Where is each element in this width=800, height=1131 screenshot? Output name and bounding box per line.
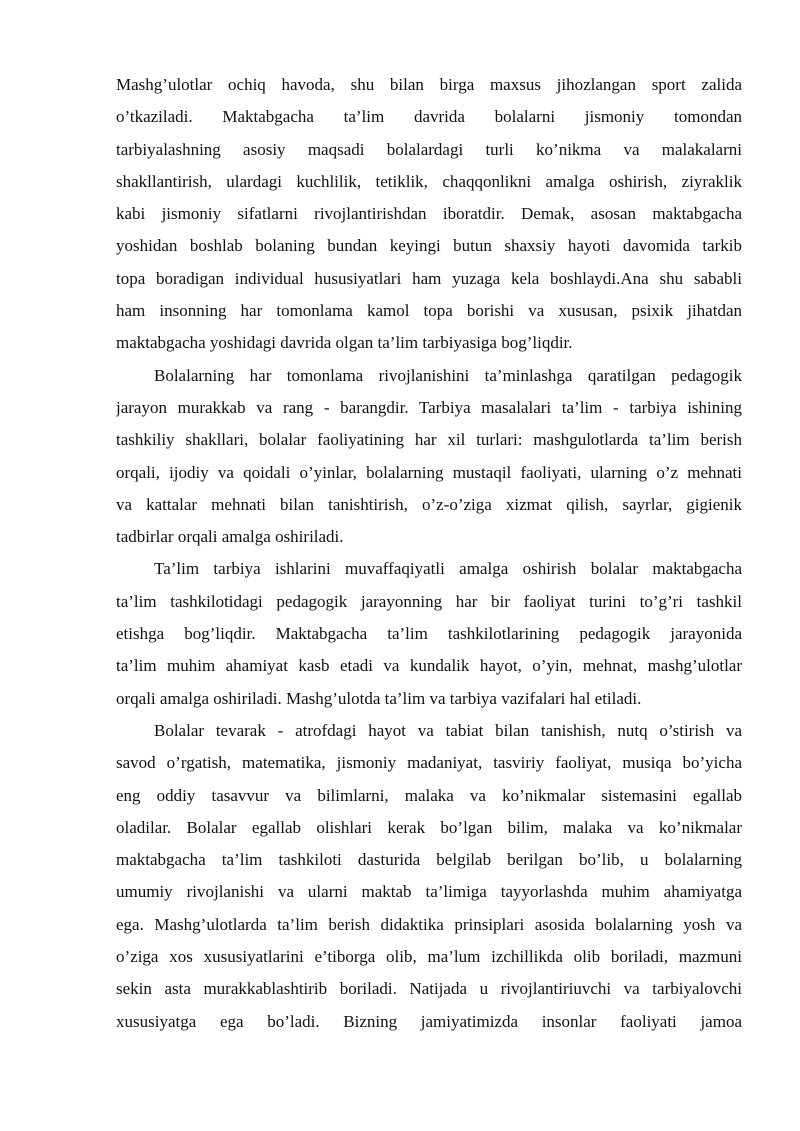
text-line: Bolalar tevarak - atrofdagi hayot va tabiat bilan tanishish, nutq o’stirish va [154,720,742,740]
text-line: savod o’rgatish, matematika, jismoniy madaniyat, tasviriy faoliyat, musiqa bo’yicha [116,753,742,773]
text-line: orqali amalga oshiriladi. Mashg’ulotda ta’lim va tarbiya vazifalari hal etiladi. [116,688,642,708]
text-line: tadbirlar orqali amalga oshiriladi. [116,527,344,547]
text-line: Bolalarning har tomonlama rivojlanishini ta’minlashga qaratilgan pedagogik [154,365,742,385]
text-line: topa boradigan individual hususiyatlari ham yuzaga kela boshlaydi.Ana shu sababli [116,268,742,288]
text-line: ta’lim tashkilotidagi pedagogik jarayonning har bir faoliyat turini to’g’ri tashkil [116,591,742,611]
text-line: yoshidan boshlab bolaning bundan keyingi butun shaxsiy hayoti davomida tarkib [116,236,742,256]
text-line: kabi jismoniy sifatlarni rivojlantirishdan iboratdir. Demak, asosan maktabgacha [116,204,742,224]
text-line: o’tkaziladi. Maktabgacha ta’lim davrida bolalarni jismoniy tomondan [116,107,742,127]
text-line: ega. Mashg’ulotlarda ta’lim berish didaktika prinsiplari asosida bolalarning yosh va [116,914,742,934]
document-page [116,69,742,1038]
text-line: tarbiyalashning asosiy maqsadi bolalardagi turli ko’nikma va malakalarni [116,139,742,159]
text-line: umumiy rivojlanishi va ularni maktab ta’limiga tayyorlashda muhim ahamiyatga [116,882,742,902]
text-line: va kattalar mehnati bilan tanishtirish, o’z-o’ziga xizmat qilish, sayrlar, gigienik [116,494,742,514]
text-line: maktabgacha ta’lim tashkiloti dasturida belgilab berilgan bo’lib, u bolalarning [116,850,742,870]
paragraph-3 [116,553,742,714]
paragraph-1 [116,69,742,360]
text-line: Ta’lim tarbiya ishlarini muvaffaqiyatli amalga oshirish bolalar maktabgacha [154,559,742,579]
text-line: orqali, ijodiy va qoidali o’yinlar, bolalarning mustaqil faoliyati, ularning o’z mehnati [116,462,742,482]
text-line: o’ziga xos xususiyatlarini e’tiborga olib, ma’lum izchillikda olib boriladi, mazmuni [116,947,742,967]
text-line: Mashg’ulotlar ochiq havoda, shu bilan birga maxsus jihozlangan sport zalida [116,75,742,94]
paragraph-2 [116,360,742,554]
text-line: jarayon murakkab va rang - barangdir. Tarbiya masalalari ta’lim - tarbiya ishining [116,397,742,417]
text-line: ham insonning har tomonlama kamol topa borishi va xususan, psixik jihatdan [116,301,742,321]
text-line: tashkiliy shakllari, bolalar faoliyatining har xil turlari: mashgulotlarda ta’lim berish [116,430,742,450]
text-line: etishga bog’liqdir. Maktabgacha ta’lim tashkilotlarining pedagogik jarayonida [116,624,742,644]
text-line: oladilar. Bolalar egallab olishlari kerak bo’lgan bilim, malaka va ko’nikmalar [116,817,742,837]
paragraph-4 [116,715,742,1038]
text-line: eng oddiy tasavvur va bilimlarni, malaka va ko’nikmalar sistemasini egallab [116,785,742,805]
text-line: sekin asta murakkablashtirib boriladi. Natijada u rivojlantiriuvchi va tarbiyalovchi [116,979,742,999]
text-line: ta’lim muhim ahamiyat kasb etadi va kundalik hayot, o’yin, mehnat, mashg’ulotlar [116,656,742,676]
text-line: maktabgacha yoshidagi davrida olgan ta’lim tarbiyasiga bog’liqdir. [116,333,573,353]
text-line: shakllantirish, ulardagi kuchlilik, tetiklik, chaqqonlikni amalga oshirish, ziyraklik [116,171,742,191]
text-line: xususiyatga ega bo’ladi. Bizning jamiyatimizda insonlar faoliyati jamoa [116,1011,742,1031]
